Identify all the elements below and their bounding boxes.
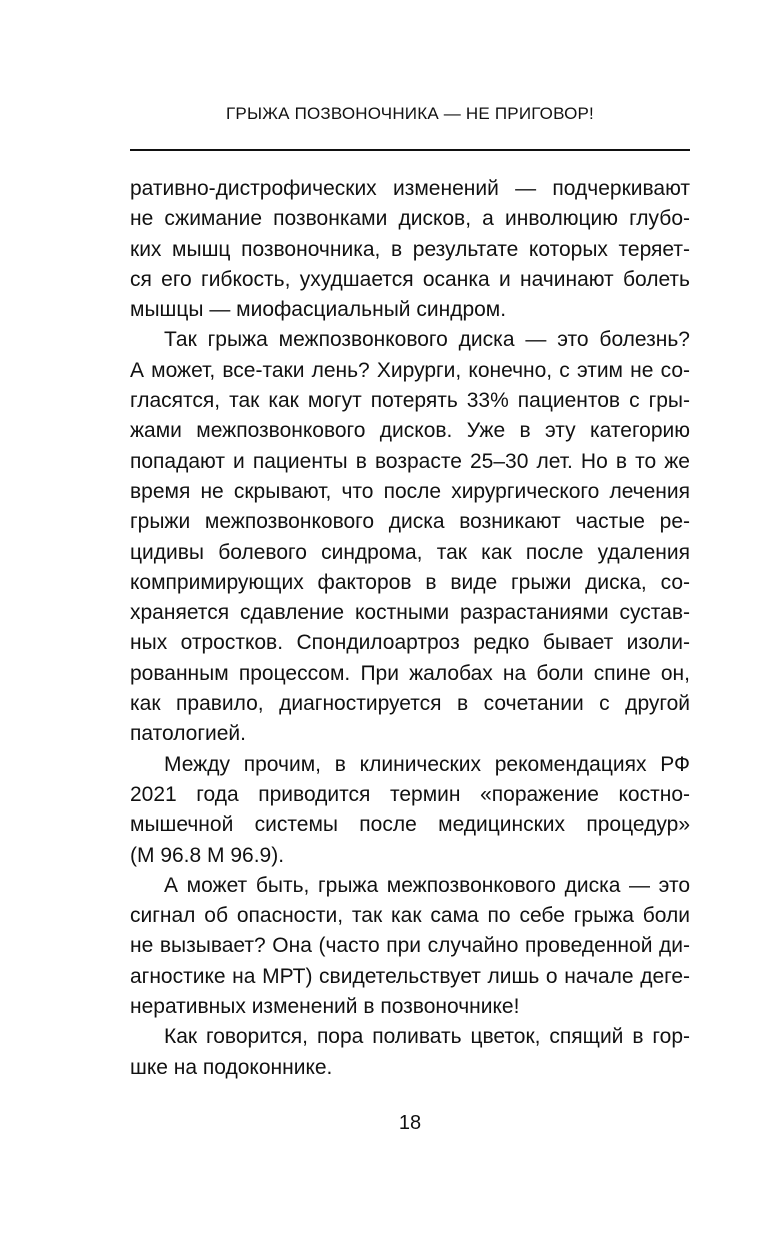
text-line: ких мышц позвоночника, в результате которых теряет-	[130, 237, 690, 261]
text-line: цидивы болевого синдрома, так как после удаления	[130, 540, 690, 564]
text-line: ся его гибкость, ухудшается осанка и начинают болеть	[130, 267, 690, 291]
paragraph-first-line: Между прочим, в клинических рекомендациях РФ	[164, 752, 690, 776]
text-line: агностике на МРТ) свидетельствует лишь о начале деге-	[130, 964, 690, 988]
text-line: не сжимание позвонками дисков, а инволюцию глубо-	[130, 207, 690, 231]
text-line: гласятся, так как могут потерять 33% пациентов с гры-	[130, 389, 690, 413]
text-line: как правило, диагностируется в сочетании с другой	[130, 692, 690, 716]
header-rule	[130, 149, 690, 151]
text-line: ных отростков. Спондилоартроз редко бывает изоли-	[130, 631, 690, 655]
text-line: ративно-дистрофических изменений — подчеркивают	[130, 177, 690, 200]
text-line: 2021 года приводится термин «поражение костно-	[130, 782, 690, 806]
page-number: 18	[398, 1112, 422, 1134]
text-line: храняется сдавление костными разрастаниями сустав-	[130, 601, 690, 625]
paragraph-first-line: А может быть, грыжа межпозвонкового диска — это	[164, 873, 690, 897]
text-line: (М 96.8 М 96.9).	[130, 843, 285, 867]
text-line: не вызывает? Она (часто при случайно проведенной ди-	[130, 934, 690, 958]
text-line: мышцы — миофасциальный синдром.	[130, 298, 507, 322]
text-line: компримирующих факторов в виде грыжи диска, со-	[130, 570, 690, 594]
paragraph-first-line: Так грыжа межпозвонкового диска — это болезнь?	[164, 328, 690, 352]
text-line: патологией.	[130, 722, 246, 746]
text-line: грыжи межпозвонкового диска возникают частые ре-	[130, 510, 690, 534]
paragraph-first-line: Как говорится, пора поливать цветок, спящий в гор-	[164, 1025, 690, 1049]
text-line: шке на подоконнике.	[130, 1055, 333, 1079]
body-text	[130, 174, 690, 1083]
text-line: жами межпозвонкового дисков. Уже в эту категорию	[130, 419, 690, 443]
text-line: рованным процессом. При жалобах на боли спине он,	[130, 661, 690, 685]
text-line: неративных изменений в позвоночнике!	[130, 995, 520, 1019]
text-line: сигнал об опасности, так как сама по себе грыжа боли	[130, 904, 690, 928]
text-line: А может, все-таки лень? Хирурги, конечно, с этим не со-	[130, 358, 690, 382]
text-line: мышечной системы после медицинских процедур»	[130, 813, 690, 837]
text-line: попадают и пациенты в возрасте 25–30 лет. Но в то же	[130, 449, 690, 473]
text-line: время не скрывают, что после хирургического лечения	[130, 479, 690, 503]
running-title: ГРЫЖА ПОЗВОНОЧНИКА — НЕ ПРИГОВОР!	[226, 104, 594, 123]
